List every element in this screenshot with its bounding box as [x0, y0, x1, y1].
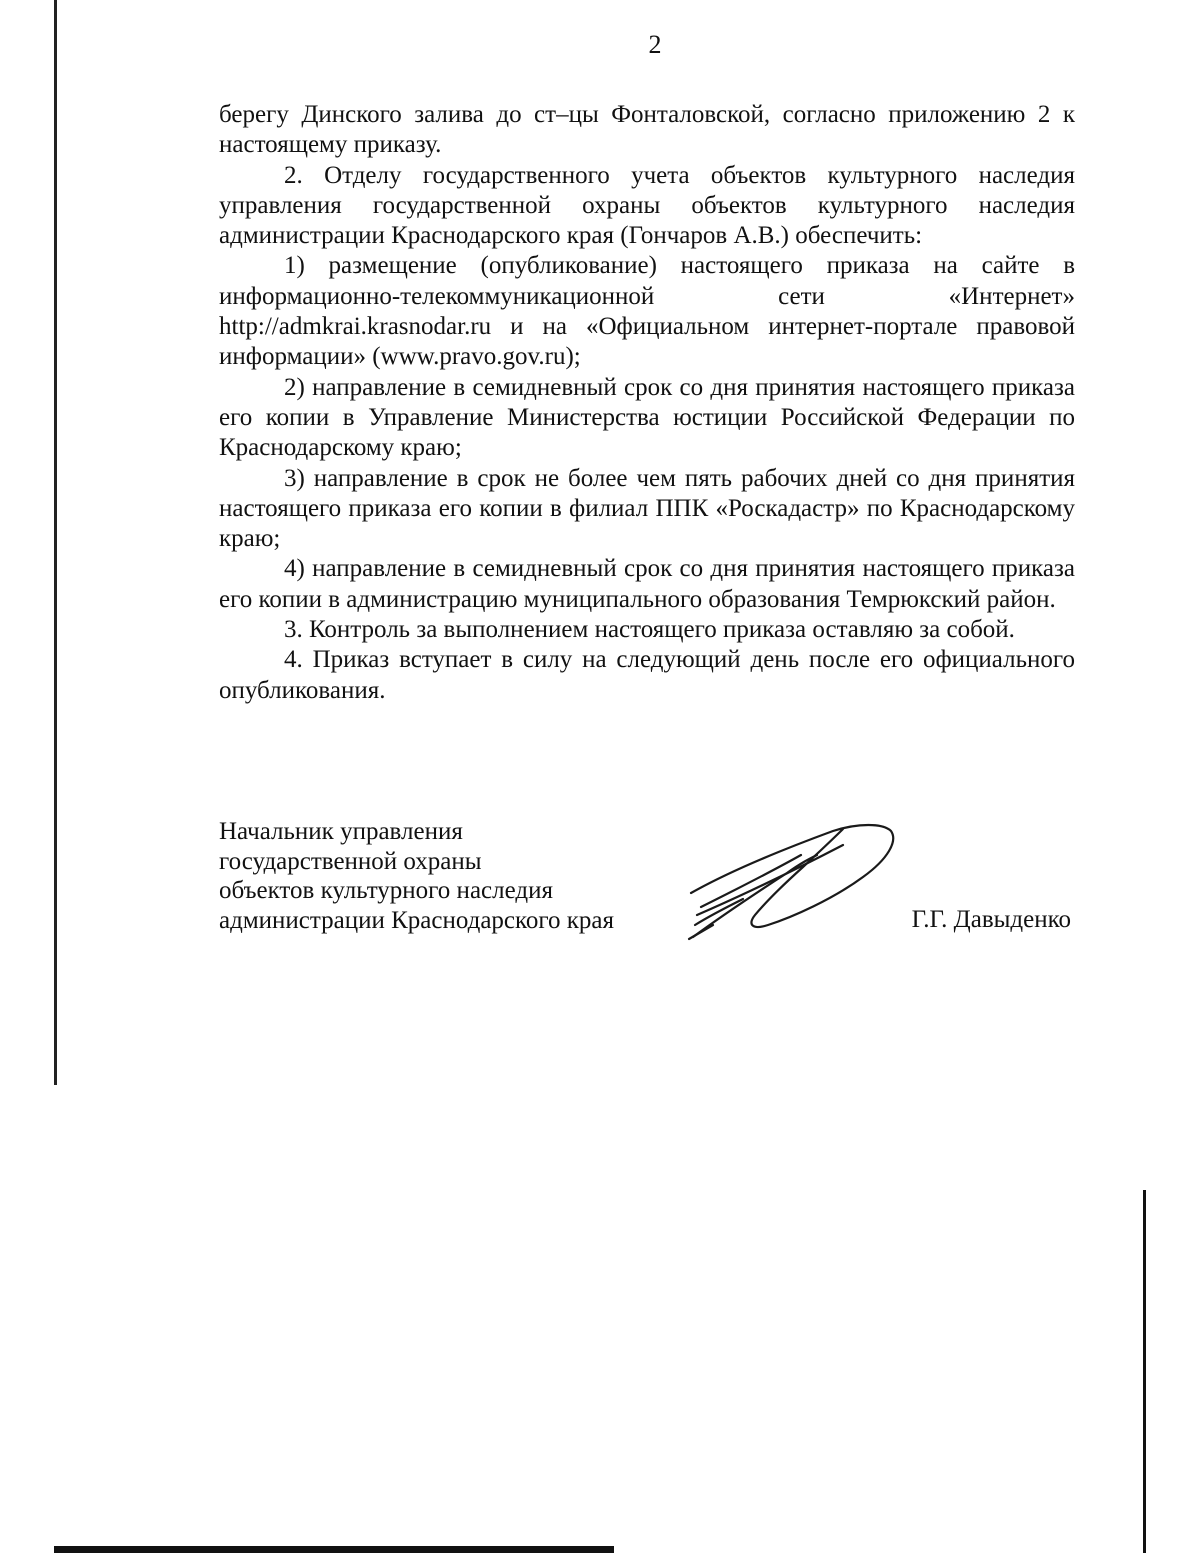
paragraph-subitem-4: 4) направление в семидневный срок со дня принятия настоящего приказа его копии в администрацию муниципального образования Темрюкский район.: [219, 555, 1075, 613]
signer-title-line: Начальник управления: [219, 818, 463, 845]
signer-title-line: объектов культурного наследия: [219, 877, 553, 904]
signer-title: [219, 817, 614, 935]
document-body: [219, 100, 1075, 706]
signature-block: [219, 817, 1075, 947]
paragraph-subitem-1: 1) размещение (опубликование) настоящего приказа на сайте в информационно-телекоммуникационной сети «Интернет» http://admkrai.krasnodar.ru и на «Официальном интернет-портале правовой информации» (www.pravo.gov.ru);: [219, 252, 1075, 371]
scan-edge-right: [1143, 1190, 1146, 1553]
paragraph-continuation: берегу Динского залива до ст–цы Фонталовской, согласно приложению 2 к настоящему приказу.: [219, 101, 1075, 159]
signer-title-line: администрации Краснодарского края: [219, 906, 615, 934]
paragraph-subitem-2: 2) направление в семидневный срок со дня принятия настоящего приказа его копии в Управление Министерства юстиции Российской Федерации по Краснодарскому краю;: [219, 373, 1075, 462]
page-number: 2: [648, 30, 662, 59]
paragraph-item-3: 3. Контроль за выполнением настоящего приказа оставляю за собой.: [284, 616, 1015, 644]
signer-title-line: государственной охраны: [219, 847, 482, 875]
paragraph-subitem-3: 3) направление в срок не более чем пять рабочих дней со дня принятия настоящего приказа его копии в филиал ППК «Роскадастр» по Краснодарскому краю;: [219, 464, 1075, 553]
scan-edge-left: [54, 0, 57, 1085]
handwritten-signature-icon: [683, 815, 898, 945]
paragraph-item-2: 2. Отделу государственного учета объектов культурного наследия управления государственной охраны объектов культурного наследия администрации Краснодарского края (Гончаров А.В.) обеспечить:: [219, 161, 1075, 250]
signer-name: Г.Г. Давыденко: [911, 906, 1071, 933]
paragraph-item-4: 4. Приказ вступает в силу на следующий день после его официального опубликования.: [219, 646, 1075, 704]
scan-edge-bottom: [54, 1546, 614, 1553]
